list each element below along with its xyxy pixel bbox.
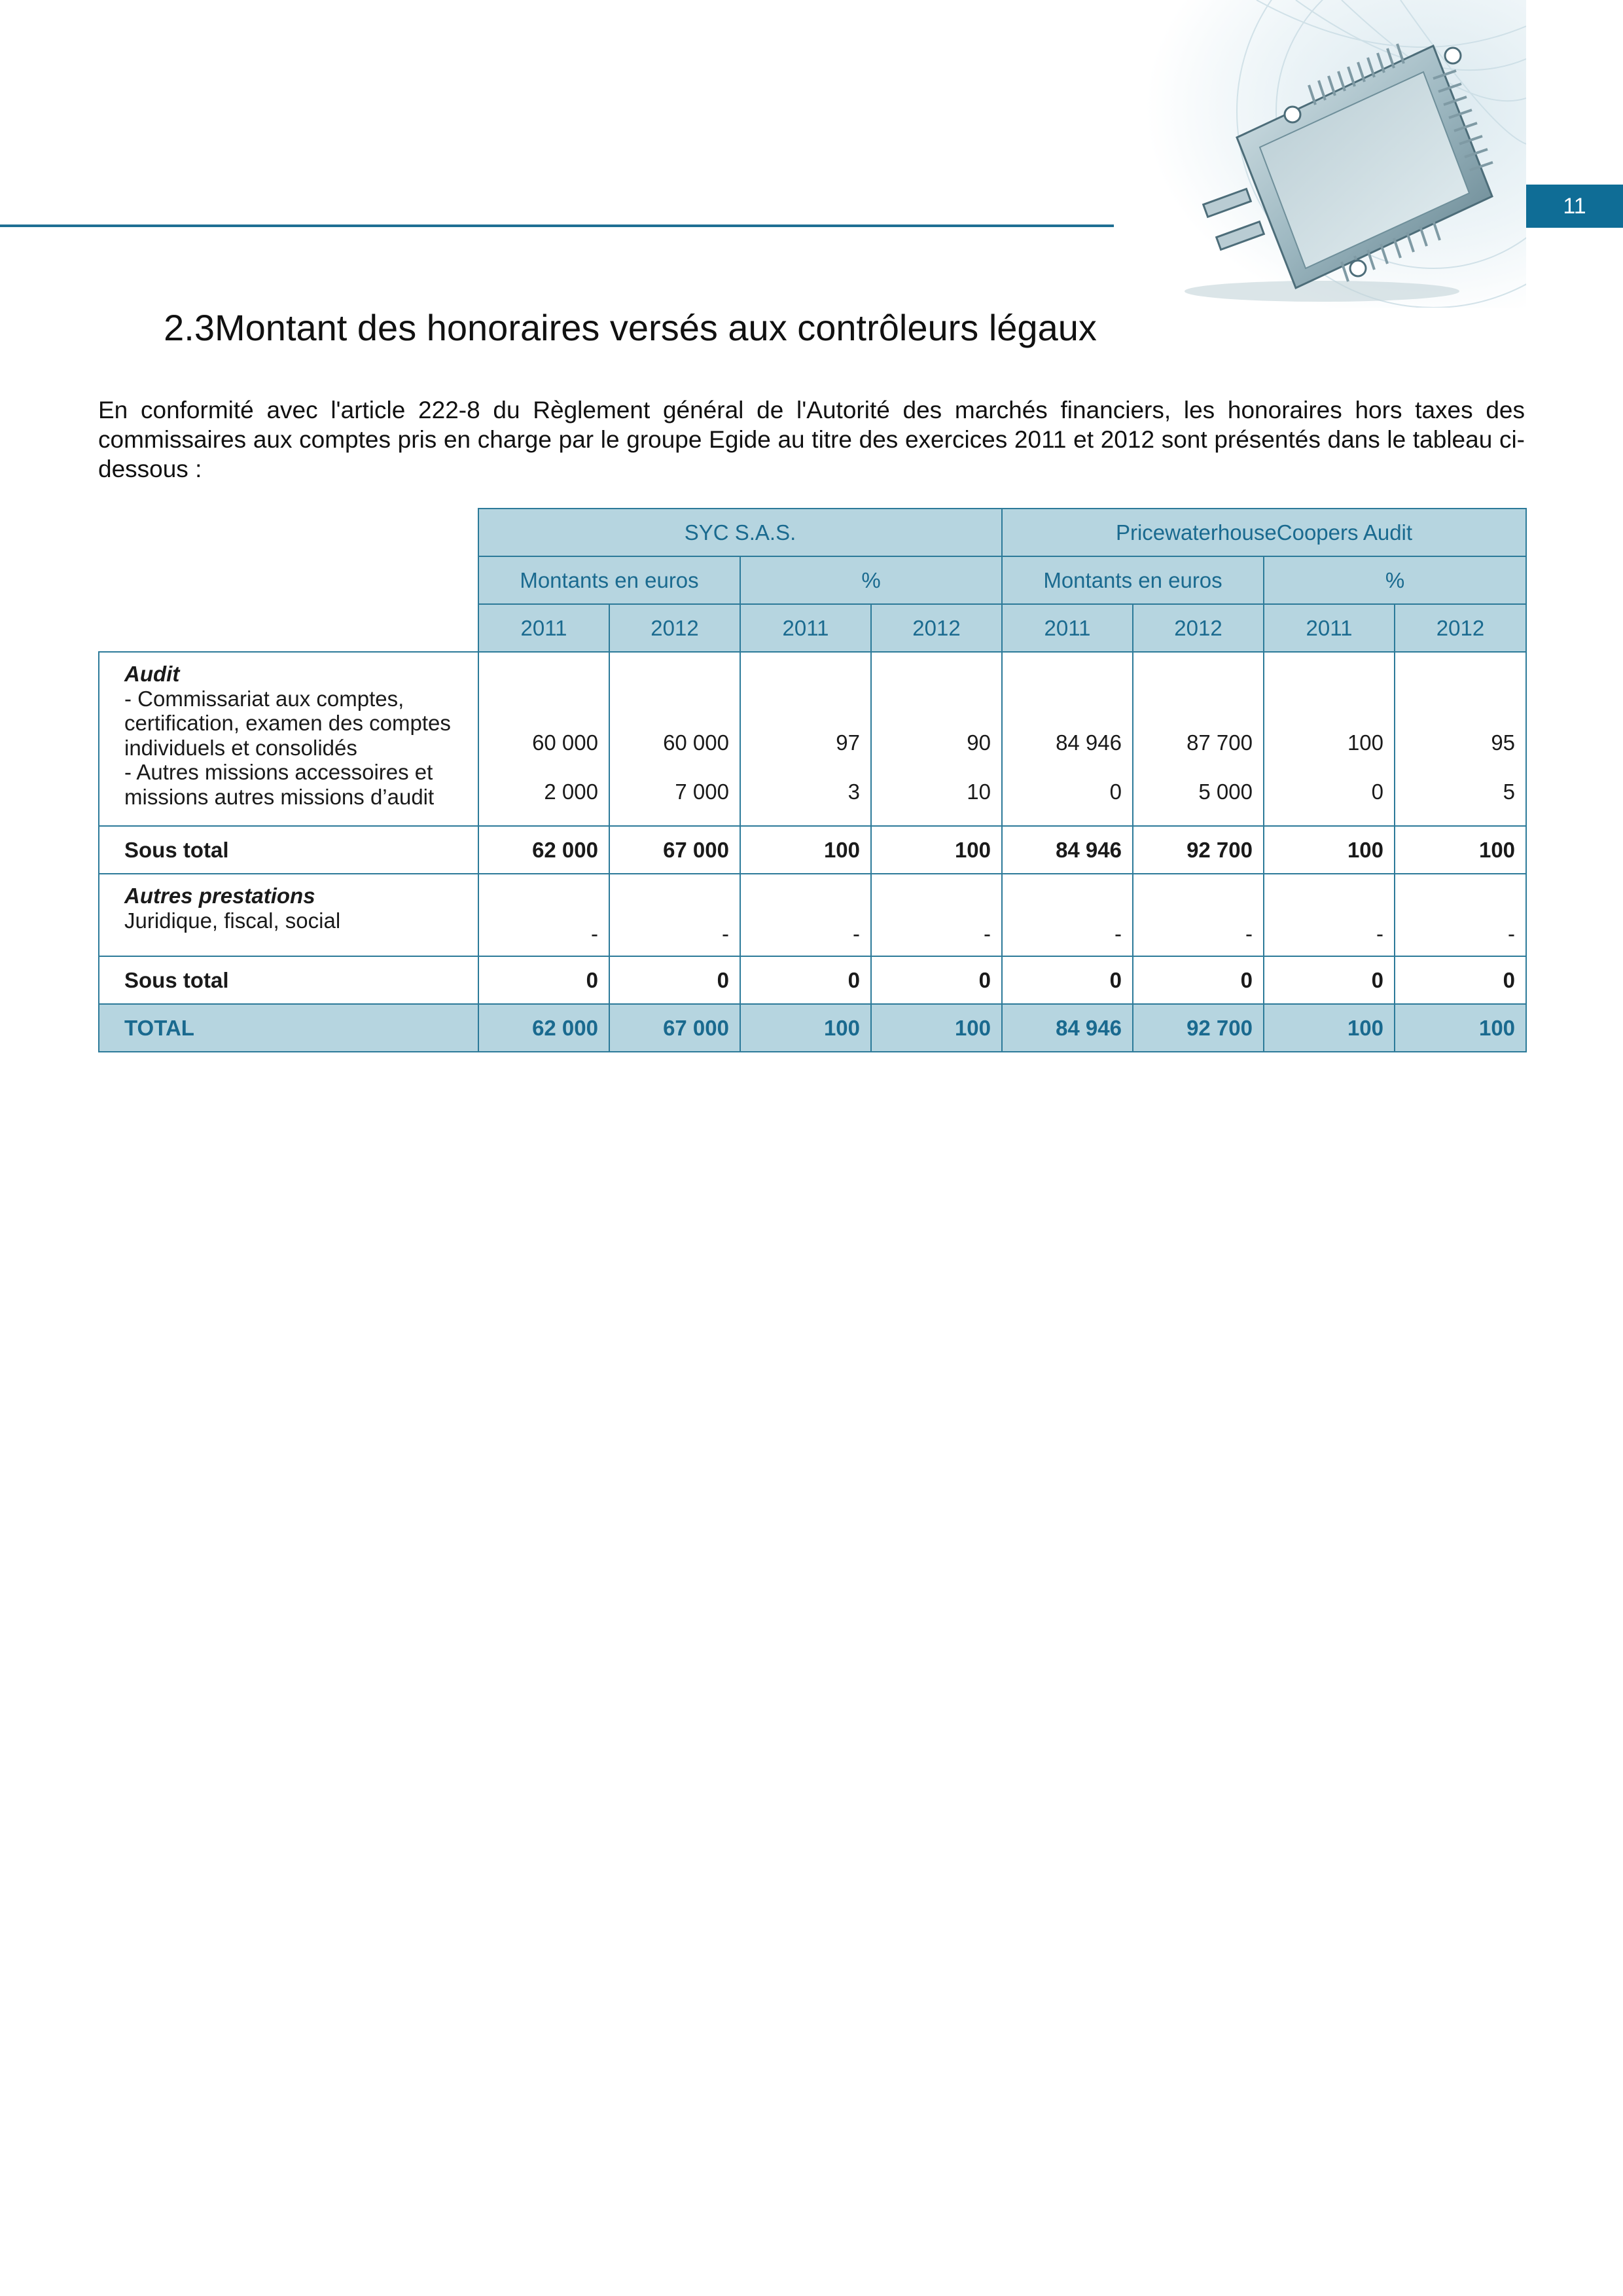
audit-label-cell (99, 652, 478, 826)
subheader-cell: Montants en euros (1002, 556, 1264, 604)
audit-value-b: 0 (1109, 780, 1122, 804)
row-value: 0 (609, 956, 740, 1004)
audit-value-a: 60 000 (663, 730, 729, 755)
row-value: - (478, 874, 609, 956)
audit-value-cell (478, 652, 609, 826)
row-value: - (1002, 874, 1133, 956)
audit-value-b: 2 000 (544, 780, 598, 804)
row-value: 62 000 (478, 826, 609, 874)
audit-value-a: 100 (1347, 730, 1383, 755)
row-label: Sous total (99, 826, 478, 874)
row-value: 100 (1264, 826, 1395, 874)
row-value: - (1395, 874, 1526, 956)
row-value: 0 (478, 956, 609, 1004)
table-row-sous-total-2 (99, 956, 1526, 1004)
table-row-autres-prestations (99, 874, 1526, 956)
row-value: 100 (1395, 1004, 1526, 1052)
row-value: - (871, 874, 1002, 956)
row-value: 100 (740, 1004, 871, 1052)
row-value: - (1133, 874, 1264, 956)
autres-line: Juridique, fiscal, social (124, 908, 341, 933)
row-value: 92 700 (1133, 826, 1264, 874)
autres-label-cell (99, 874, 478, 956)
row-value: 100 (740, 826, 871, 874)
row-value: 100 (871, 826, 1002, 874)
row-value: 84 946 (1002, 826, 1133, 874)
row-value: 67 000 (609, 826, 740, 874)
table-row-total (99, 1004, 1526, 1052)
section-title (98, 306, 1097, 349)
audit-line: - Autres missions accessoires et (124, 760, 433, 784)
table-corner (99, 509, 478, 652)
year-cell: 2011 (1002, 604, 1133, 652)
row-value: 0 (1133, 956, 1264, 1004)
audit-value-cell (871, 652, 1002, 826)
fees-table (98, 508, 1527, 1052)
subheader-cell: % (740, 556, 1002, 604)
row-value: 92 700 (1133, 1004, 1264, 1052)
audit-value-b: 7 000 (675, 780, 729, 804)
row-label: TOTAL (99, 1004, 478, 1052)
audit-value-a: 87 700 (1186, 730, 1253, 755)
year-cell: 2012 (1395, 604, 1526, 652)
row-value: 67 000 (609, 1004, 740, 1052)
row-value: - (740, 874, 871, 956)
row-value: 0 (1264, 956, 1395, 1004)
audit-value-a: 90 (967, 730, 991, 755)
audit-value-b: 3 (847, 780, 860, 804)
row-value: 0 (740, 956, 871, 1004)
section-number: 2.3 (164, 307, 215, 348)
header-component-illustration (1126, 0, 1526, 308)
audit-line: individuels et consolidés (124, 735, 357, 760)
firm-header-row (99, 509, 1526, 556)
table-row-audit (99, 652, 1526, 826)
intro-paragraph: En conformité avec l'article 222-8 du Règlement général de l'Autorité des marchés financiers, les honoraires hors taxes des commissaires aux comptes pris en charge par le groupe Egide au titre des exercices 2011 et 2012 sont présentés dans le tableau ci-dessous : (98, 397, 1525, 482)
audit-value-a: 95 (1491, 730, 1516, 755)
audit-line: - Commissariat aux comptes, (124, 686, 404, 711)
subheader-cell: % (1264, 556, 1526, 604)
year-cell: 2012 (609, 604, 740, 652)
audit-value-cell (740, 652, 871, 826)
page-number: 11 (1526, 185, 1623, 228)
row-value: 100 (1395, 826, 1526, 874)
audit-value-cell (1002, 652, 1133, 826)
audit-value-a: 60 000 (532, 730, 598, 755)
row-value: 100 (871, 1004, 1002, 1052)
audit-value-cell (1264, 652, 1395, 826)
row-value: - (609, 874, 740, 956)
row-value: 0 (871, 956, 1002, 1004)
audit-line: certification, examen des comptes (124, 711, 451, 735)
year-cell: 2011 (1264, 604, 1395, 652)
audit-value-cell (1395, 652, 1526, 826)
year-cell: 2011 (478, 604, 609, 652)
row-value: - (1264, 874, 1395, 956)
year-cell: 2012 (1133, 604, 1264, 652)
section-title-text: Montant des honoraires versés aux contrôleurs légaux (215, 307, 1097, 348)
audit-value-cell (1133, 652, 1264, 826)
row-label: Sous total (99, 956, 478, 1004)
autres-heading: Autres prestations (124, 884, 315, 908)
audit-value-a: 97 (836, 730, 860, 755)
row-value: 100 (1264, 1004, 1395, 1052)
row-value: 84 946 (1002, 1004, 1133, 1052)
row-value: 62 000 (478, 1004, 609, 1052)
audit-value-cell (609, 652, 740, 826)
audit-value-b: 0 (1371, 780, 1383, 804)
row-value: 0 (1395, 956, 1526, 1004)
audit-line: missions autres missions d’audit (124, 784, 435, 809)
audit-value-b: 5 (1503, 780, 1516, 804)
audit-value-a: 84 946 (1056, 730, 1122, 755)
year-cell: 2011 (740, 604, 871, 652)
header-rule (0, 224, 1114, 227)
firm-header-syc: SYC S.A.S. (478, 509, 1002, 556)
firm-header-pwc: PricewaterhouseCoopers Audit (1002, 509, 1526, 556)
subheader-cell: Montants en euros (478, 556, 740, 604)
year-cell: 2012 (871, 604, 1002, 652)
audit-value-b: 5 000 (1198, 780, 1253, 804)
table-row-sous-total-1 (99, 826, 1526, 874)
audit-value-b: 10 (967, 780, 991, 804)
row-value: 0 (1002, 956, 1133, 1004)
audit-heading: Audit (124, 662, 180, 686)
